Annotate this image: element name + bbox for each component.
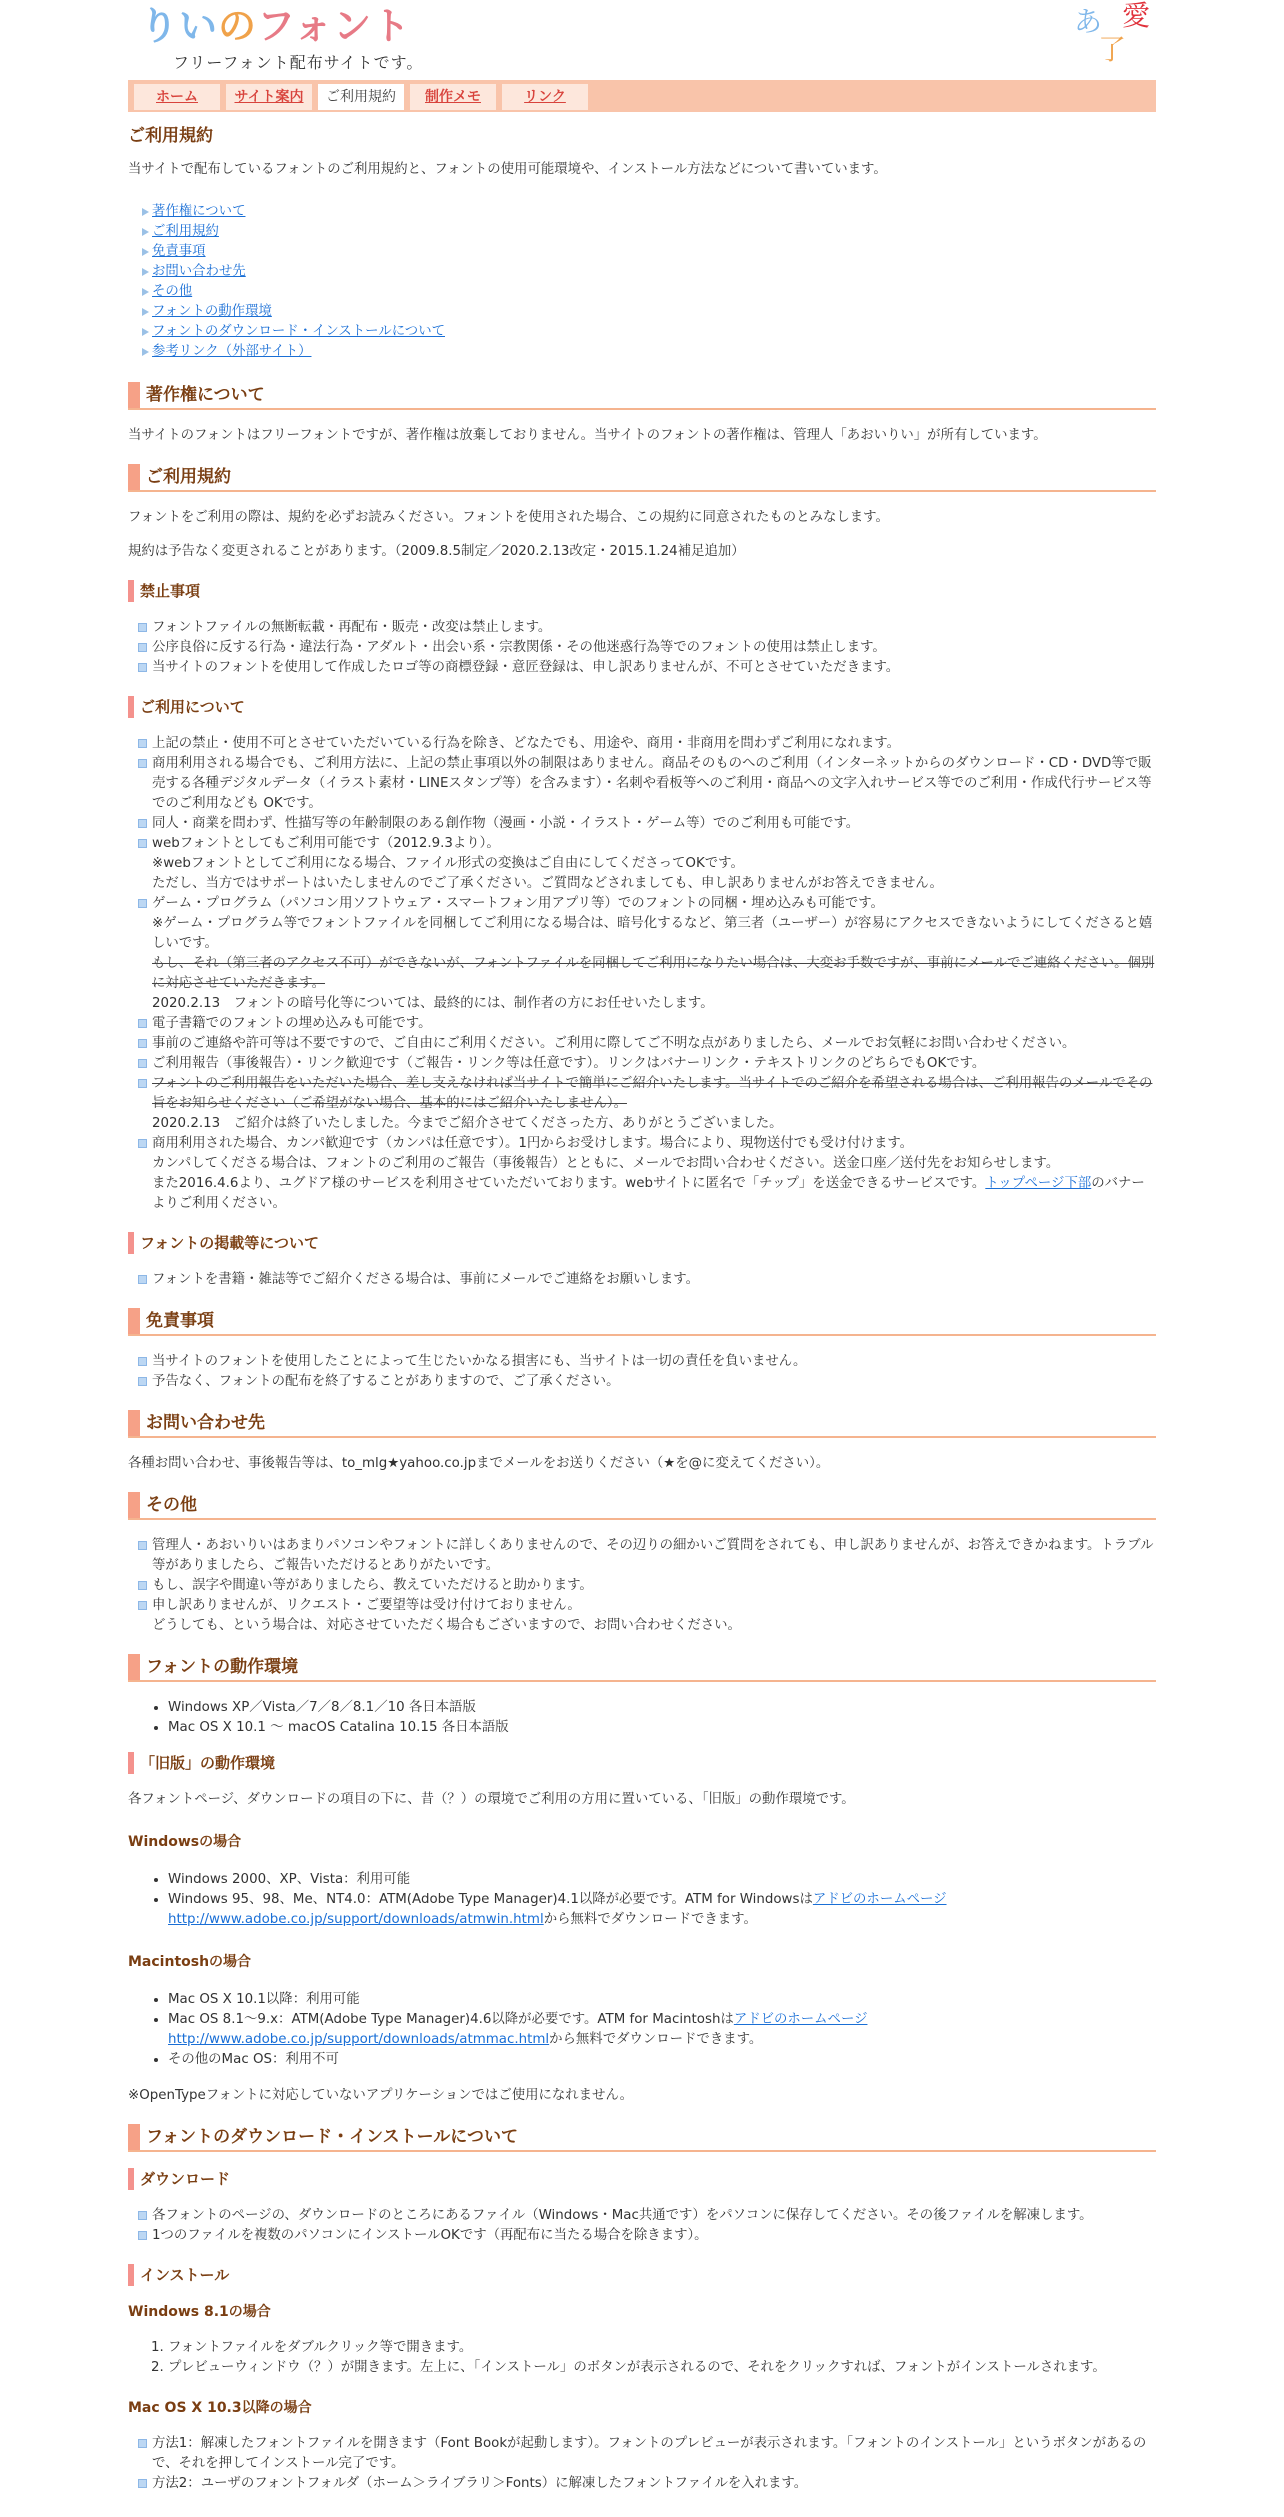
- copyright-text: 当サイトのフォントはフリーフォントですが、著作権は放棄しておりません。当サイトのフォントの著作権は、管理人「あおいりい」が所有しています。: [128, 428, 1047, 443]
- list-item: 管理人・あおいりいはあまりパソコンやフォントに詳しくありませんので、その辺りの細かいご質問をされても、申し訳ありませんが、お答えできかねます。トラブル等がありましたら、ご報告いただけるとありがたいです。: [138, 1536, 1156, 1576]
- list-item: [168, 1890, 1156, 1930]
- prohibited-list: [138, 618, 1156, 678]
- windows-list: [128, 1870, 1156, 1930]
- publication-list: [138, 1270, 1156, 1290]
- list-item: 同人・商業を問わず、性描写等の年齢制限のある創作物（漫画・小説・イラスト・ゲーム等）でのご利用も可能です。: [138, 814, 1156, 834]
- old-environment-heading: 「旧版」の動作環境: [128, 1752, 1156, 1774]
- usage-intro-ended: 2020.2.13 ご紹介は終了いたしました。今までご紹介させてくださった方、ありがとうございました。: [152, 1116, 783, 1131]
- list-item: • Windows 2000、XP、Vista：利用可能: [168, 1870, 1156, 1890]
- other-request: 申し訳ありませんが、リクエスト・ご要望等は受け付けておりません。: [152, 1598, 581, 1613]
- list-item: フォントを書籍・雑誌等でご紹介くださる場合は、事前にメールでご連絡をお願いします。: [138, 1270, 1156, 1290]
- download-heading: ダウンロード: [128, 2168, 1156, 2190]
- toc-link-terms[interactable]: ご利用規約: [152, 224, 219, 239]
- toc-link-install[interactable]: フォントのダウンロード・インストールについて: [152, 324, 445, 339]
- atm-mac-download-link[interactable]: http://www.adobe.co.jp/support/downloads/atmmac.html: [168, 2032, 550, 2047]
- corner-char-ryo: 了: [1098, 33, 1127, 66]
- toc-link-disclaimer[interactable]: 免責事項: [152, 244, 206, 259]
- usage-kanpa-service-text: また2016.4.6より、ユグドア様のサービスを利用させていただいております。webサイトに匿名で「チップ」を送金できるサービスです。: [152, 1176, 986, 1191]
- nav-site-guide[interactable]: サイト案内: [226, 84, 312, 110]
- mac103-heading: Mac OS X 10.3以降の場合: [128, 2400, 312, 2416]
- toc-item: [142, 302, 1156, 322]
- top-page-link[interactable]: トップページ下部: [985, 1176, 1092, 1191]
- page-title: ご利用規約: [128, 126, 213, 146]
- windows-heading: Windowsの場合: [128, 1834, 242, 1850]
- usage-kanpa-service: [152, 1174, 1156, 1214]
- list-item: 2. プレビューウィンドウ（？）が開きます。左上に、「インストール」のボタンが表示されるので、それをクリックすれば、フォントがインストールされます。: [168, 2358, 1156, 2378]
- mac-list: [128, 1990, 1156, 2070]
- usage-heading: ご利用について: [128, 696, 1156, 718]
- mac103-list: [138, 2434, 1156, 2494]
- nav-terms: ご利用規約: [318, 84, 404, 110]
- usage-intro-struck-wrap: [152, 1074, 1156, 1114]
- list-item: 1. フォントファイルをダブルクリック等で開きます。: [168, 2338, 1156, 2358]
- list-item: [138, 834, 1156, 894]
- usage-kanpa-contact: カンパしてくださる場合は、フォントのご利用のご報告（事後報告）とともに、メールでお問い合わせください。送金口座／送付先をお知らせします。: [152, 1156, 1060, 1171]
- old-environment-text: 各フォントページ、ダウンロードの項目の下に、昔（？）の環境でご利用の方用に置いている、「旧版」の動作環境です。: [128, 1792, 855, 1807]
- toc-link-environment[interactable]: フォントの動作環境: [152, 304, 272, 319]
- tagline: フリーフォント配布サイトです。: [173, 53, 424, 72]
- terms-heading: ご利用規約: [128, 464, 1156, 492]
- site-logo[interactable]: [140, 6, 411, 46]
- publication-heading: フォントの掲載等について: [128, 1232, 1156, 1254]
- list-item: ご利用報告（事後報告）・リンク歓迎です（ご報告・リンク等は任意です）。リンクはバナーリンク・テキストリンクのどちらでもOKです。: [138, 1054, 1156, 1074]
- mac-atm-suffix: から無料でダウンロードできます。: [549, 2032, 763, 2047]
- contact-heading: お問い合わせ先: [128, 1410, 1156, 1438]
- toc-item: [142, 222, 1156, 242]
- usage-game-note: ※ゲーム・プログラム等でフォントファイルを同梱してご利用になる場合は、暗号化するなど、第三者（ユーザー）が容易にアクセスできないようにしてくださると嬉しいです。: [152, 916, 1153, 951]
- toc-link-reference[interactable]: 参考リンク（外部サイト）: [152, 344, 312, 359]
- corner-char-ai: 愛: [1122, 0, 1151, 32]
- list-item: 方法2：ユーザのフォントフォルダ（ホーム＞ライブラリ＞Fonts）に解凍したフォントファイルを入れます。: [138, 2474, 1156, 2494]
- contact-text: 各種お問い合わせ、事後報告等は、to_mlg★yahoo.co.jpまでメールをお送りください（★を@に変えてください）。: [128, 1456, 830, 1471]
- other-request-note: どうしても、という場合は、対応させていただく場合もございますので、お問い合わせください。: [152, 1618, 741, 1633]
- corner-decoration: [1066, 0, 1156, 72]
- toc-link-other[interactable]: その他: [152, 284, 193, 299]
- install-heading: フォントのダウンロード・インストールについて: [128, 2124, 1156, 2152]
- usage-list: [138, 734, 1156, 1214]
- list-item: 当サイトのフォントを使用して作成したロゴ等の商標登録・意匠登録は、申し訳ありませんが、不可とさせていただきます。: [138, 658, 1156, 678]
- usage-webfont: webフォントとしてもご利用可能です（2012.9.3より）。: [152, 836, 500, 851]
- other-list: [138, 1536, 1156, 1636]
- list-item: 公序良俗に反する行為・違法行為・アダルト・出会い系・宗教関係・その他迷惑行為等でのフォントの使用は禁止します。: [138, 638, 1156, 658]
- copyright-heading: 著作権について: [128, 382, 1156, 410]
- list-item: 事前のご連絡や許可等は不要ですので、ご自由にご利用ください。ご利用に際してご不明な点がありましたら、メールでお気軽にお問い合わせください。: [138, 1034, 1156, 1054]
- install-sub-heading: インストール: [128, 2264, 1156, 2286]
- list-item: • Mac OS X 10.1以降：利用可能: [168, 1990, 1156, 2010]
- list-item: もし、誤字や間違い等がありましたら、教えていただけると助かります。: [138, 1576, 1156, 1596]
- win81-heading: Windows 8.1の場合: [128, 2304, 271, 2320]
- nav-links[interactable]: リンク: [502, 84, 588, 110]
- toc-item: [142, 242, 1156, 262]
- corner-char-a: あ: [1074, 5, 1103, 38]
- list-item: 予告なく、フォントの配布を終了することがありますので、ご了承ください。: [138, 1372, 1156, 1392]
- list-item: フォントファイルの無断転載・再配布・販売・改変は禁止します。: [138, 618, 1156, 638]
- usage-intro-struck: フォントのご利用報告をいただいた場合、差し支えなければ当サイトで簡単にご紹介いたします。当サイトでのご紹介を希望される場合は、ご利用報告のメールでその旨をお知らせください（ご希望がない場合、基本的にはご紹介いたしません）。: [152, 1076, 1153, 1111]
- list-item: 各フォントのページの、ダウンロードのところにあるファイル（Windows・Mac共通です）をパソコンに保存してください。その後ファイルを解凍します。: [138, 2206, 1156, 2226]
- environment-heading: フォントの動作環境: [128, 1654, 1156, 1682]
- usage-game-struck: もし、それ（第三者のアクセス不可）ができないが、フォントファイルを同梱してご利用になりたい場合は、大変お手数ですが、事前にメールでご連絡ください。個別に対応させていただきます。: [152, 956, 1155, 991]
- usage-kanpa: 商用利用された場合、カンパ歓迎です（カンパは任意です）。1円からお受けします。場合により、現物送付でも受け付けます。: [152, 1136, 914, 1151]
- list-item: [138, 1596, 1156, 1636]
- mac-heading: Macintoshの場合: [128, 1954, 252, 1970]
- usage-webfont-support: ただし、当方ではサポートはいたしませんのでご了承ください。ご質問などされましても、申し訳ありませんがお答えできません。: [152, 876, 943, 891]
- atm-win-download-link[interactable]: http://www.adobe.co.jp/support/downloads/atmwin.html: [168, 1912, 544, 1927]
- other-heading: その他: [128, 1492, 1156, 1520]
- win81-steps: [128, 2338, 1156, 2378]
- nav-bar: [128, 80, 1156, 112]
- adobe-home-link-win[interactable]: アドビのホームページ: [812, 1892, 947, 1907]
- logo-part-1: りい: [140, 4, 219, 48]
- list-item: • Windows XP／Vista／7／8／8.1／10 各日本語版: [168, 1698, 1156, 1718]
- environment-list: [128, 1698, 1156, 1738]
- disclaimer-list: [138, 1352, 1156, 1392]
- win-atm-text: Windows 95、98、Me、NT4.0：ATM(Adobe Type Manager)4.1以降が必要です。ATM for Windowsは: [168, 1892, 813, 1907]
- toc-item: [142, 202, 1156, 222]
- list-item: • Mac OS X 10.1 〜 macOS Catalina 10.15 各日本語版: [168, 1718, 1156, 1738]
- logo-part-2: の: [218, 4, 258, 48]
- toc-item: [142, 342, 1156, 362]
- download-list: [138, 2206, 1156, 2246]
- win-atm-suffix: から無料でダウンロードできます。: [543, 1912, 757, 1927]
- main-content: [128, 126, 1156, 2494]
- usage-game-struck-wrap: [152, 954, 1156, 994]
- list-item: [138, 1134, 1156, 1214]
- toc-item: [142, 262, 1156, 282]
- toc-item: [142, 322, 1156, 342]
- list-item: 商用利用される場合でも、ご利用方法に、上記の禁止事項以外の制限はありません。商品そのものへのご利用（インターネットからのダウンロード・CD・DVD等で販売する各種デジタルデータ（イラスト素材・LINEスタンプ等）を含みます）・名刺や看板等へのご利用・商品への文字入れサービス等でのご利用・作成代行サービス等でのご利用なども OKです。: [138, 754, 1156, 814]
- list-item: 1つのファイルを複数のパソコンにインストールOKです（再配布に当たる場合を除きます）。: [138, 2226, 1156, 2246]
- terms-p2: 規約は予告なく変更されることがあります。（2009.8.5制定／2020.2.13改定・2015.1.24補足追加）: [128, 544, 745, 559]
- terms-p1: フォントをご利用の際は、規約を必ずお読みください。フォントを使用された場合、この規約に同意されたものとみなします。: [128, 510, 889, 525]
- usage-kanpa-banner-text: のバナーよりご利用ください。: [152, 1176, 1145, 1211]
- usage-webfont-note: ※webフォントとしてご利用になる場合、ファイル形式の変換はご自由にしてくださってOKです。: [152, 856, 744, 871]
- opentype-note: ※OpenTypeフォントに対応していないアプリケーションではご使用になれません。: [128, 2088, 634, 2103]
- list-item: 電子書籍でのフォントの埋め込みも可能です。: [138, 1014, 1156, 1034]
- list-item: • その他のMac OS：利用不可: [168, 2050, 1156, 2070]
- toc-link-contact[interactable]: お問い合わせ先: [152, 264, 246, 279]
- prohibited-heading: 禁止事項: [128, 580, 1156, 602]
- adobe-home-link-mac[interactable]: アドビのホームページ: [733, 2012, 868, 2027]
- logo-part-3: フォント: [257, 4, 412, 48]
- list-item: [138, 1074, 1156, 1134]
- toc-link-copyright[interactable]: 著作権について: [152, 204, 246, 219]
- nav-home[interactable]: ホーム: [134, 84, 220, 110]
- nav-memo[interactable]: 制作メモ: [410, 84, 496, 110]
- usage-game-update: 2020.2.13 フォントの暗号化等については、最終的には、制作者の方にお任せいたします。: [152, 996, 714, 1011]
- intro-text: 当サイトで配布しているフォントのご利用規約と、フォントの使用可能環境や、インストール方法などについて書いています。: [128, 162, 887, 177]
- usage-game: ゲーム・プログラム（パソコン用ソフトウェア・スマートフォン用アプリ等）でのフォントの同梱・埋め込みも可能です。: [152, 896, 884, 911]
- mac-atm-text: Mac OS 8.1〜9.x：ATM(Adobe Type Manager)4.6以降が必要です。ATM for Macintoshは: [168, 2012, 734, 2027]
- list-item: 方法1：解凍したフォントファイルを開きます（Font Bookが起動します）。フォントのプレビューが表示されます。「フォントのインストール」というボタンがあるので、それを押してインストール完了です。: [138, 2434, 1156, 2474]
- list-item: [138, 894, 1156, 1014]
- list-item: 当サイトのフォントを使用したことによって生じたいかなる損害にも、当サイトは一切の責任を負いません。: [138, 1352, 1156, 1372]
- header: [128, 0, 1156, 74]
- list-item: [168, 2010, 1156, 2050]
- toc-item: [142, 282, 1156, 302]
- list-item: 上記の禁止・使用不可とさせていただいている行為を除き、どなたでも、用途や、商用・非商用を問わずご利用になれます。: [138, 734, 1156, 754]
- disclaimer-heading: 免責事項: [128, 1308, 1156, 1336]
- page: [128, 0, 1156, 2494]
- table-of-contents: [142, 202, 1156, 362]
